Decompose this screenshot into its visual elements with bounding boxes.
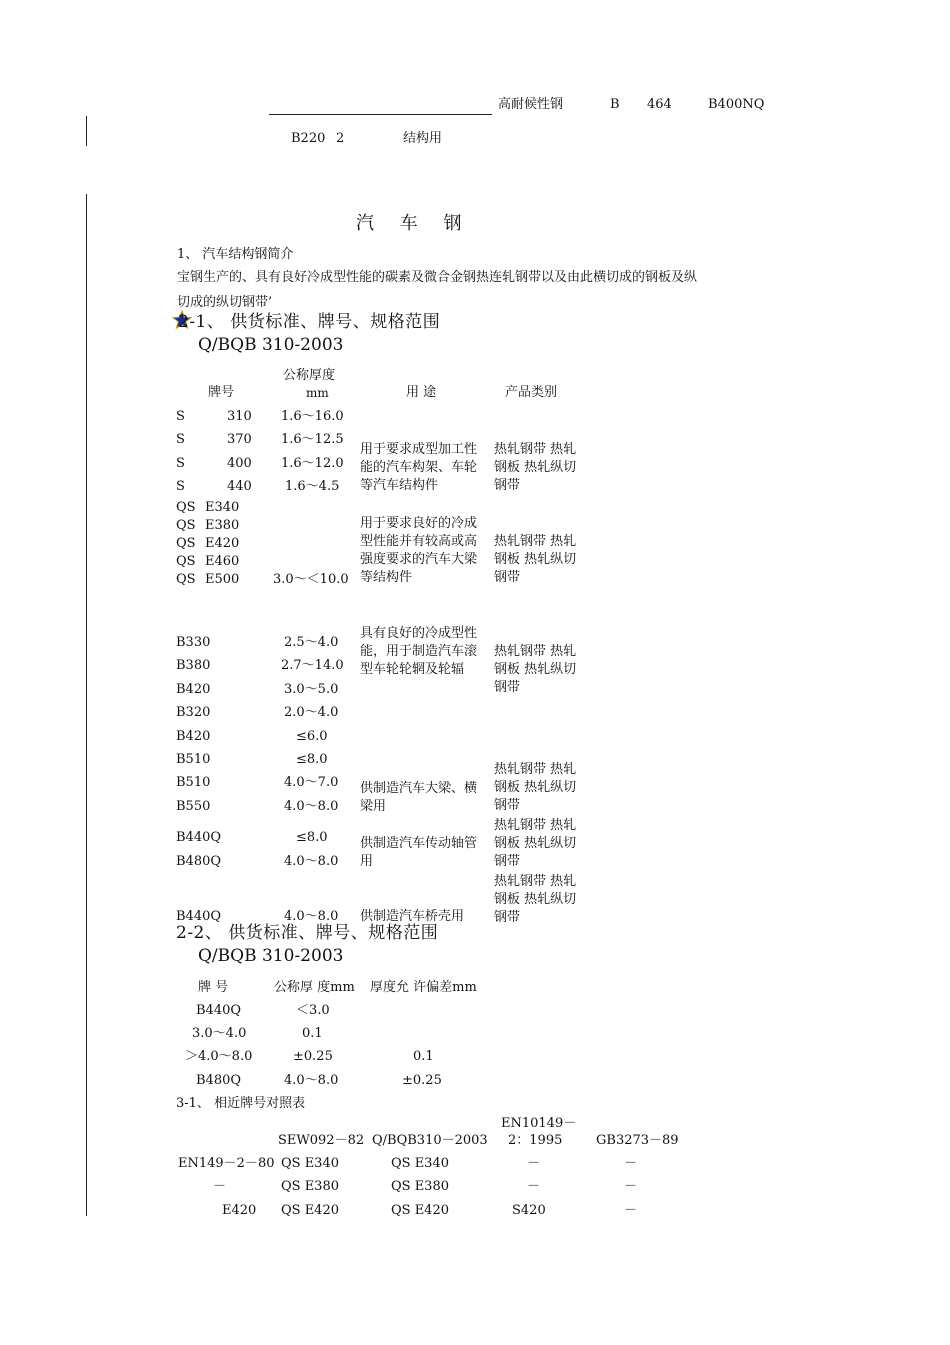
- thickness-range: 1.6～4.5: [285, 479, 340, 494]
- s2-cell: 4.0～8.0: [284, 1073, 339, 1088]
- product-text: 热轧钢带 热轧钢板 热轧纵切钢带: [494, 534, 577, 585]
- grade-number: E460: [205, 554, 240, 569]
- s3-cell: －: [624, 1156, 638, 1171]
- s2-header-grade: 牌 号: [198, 980, 229, 995]
- s2-cell: ±0.25: [293, 1049, 333, 1064]
- header-grade: B400NQ: [708, 97, 765, 112]
- product-text: 热轧钢带 热轧钢板 热轧纵切钢带: [494, 442, 577, 493]
- intro-paragraph-line2: 切成的纵切钢带’: [177, 295, 273, 310]
- thickness-range: 2.5～4.0: [284, 635, 339, 650]
- s2-cell: ＞4.0～8.0: [185, 1049, 253, 1064]
- header-number: 464: [647, 97, 672, 112]
- col-header-product: 产品类别: [505, 385, 558, 400]
- grade-number: E340: [205, 500, 240, 515]
- s2-cell: 0.1: [302, 1026, 323, 1041]
- header-steel-type: 高耐候性钢: [498, 97, 564, 112]
- grade-number: 310: [227, 409, 252, 424]
- s3-cell: QS E340: [391, 1156, 449, 1171]
- s3-cell: －: [527, 1156, 541, 1171]
- product-text: 热轧钢带 热轧钢板 热轧纵切钢带: [494, 762, 577, 813]
- thickness-range: 1.6～12.0: [281, 456, 344, 471]
- grade-prefix: QS: [176, 554, 196, 569]
- grade-number: 440: [227, 479, 252, 494]
- thickness-range: 2.0～4.0: [284, 705, 339, 720]
- use-text: 用于要求成型加工性能的汽车构架、车轮等汽车结构件: [360, 442, 478, 493]
- col-header-thickness: 公称厚度: [283, 368, 336, 383]
- thickness-range: 4.0～8.0: [284, 854, 339, 869]
- s3-cell: QS E420: [391, 1203, 449, 1218]
- s2-cell: 3.0～4.0: [192, 1026, 247, 1041]
- grade-name: B330: [176, 635, 211, 650]
- use-text: 具有良好的冷成型性能，用于制造汽车滚型车轮轮辋及轮辐: [360, 626, 478, 677]
- thickness-range: ≤6.0: [296, 729, 328, 744]
- section1-standard: Q/BQB 310-2003: [198, 335, 344, 355]
- s3-header: EN10149－: [501, 1116, 577, 1131]
- col-header-use: 用 途: [406, 385, 437, 400]
- header2-grade: B220: [291, 131, 326, 146]
- s2-header-thickness: 公称厚 度mm: [274, 980, 355, 995]
- section2-standard: Q/BQB 310-2003: [198, 946, 344, 966]
- s3-cell: －: [624, 1179, 638, 1194]
- grade-name: B550: [176, 799, 211, 814]
- intro-paragraph-line1: 宝钢生产的、具有良好冷成型性能的碳素及微合金钢热连轧钢带以及由此横切成的钢板及纵: [177, 270, 698, 285]
- grade-number: E420: [205, 536, 240, 551]
- thickness-range: 4.0～8.0: [284, 909, 339, 924]
- thickness-range: 1.6～16.0: [281, 409, 344, 424]
- header2-num: 2: [336, 131, 345, 146]
- grade-prefix: QS: [176, 518, 196, 533]
- header-rule: [269, 114, 492, 115]
- use-text: 用于要求良好的冷成型性能并有较高或高强度要求的汽车大梁等结构件: [360, 516, 478, 585]
- page-title: 汽 车 钢: [356, 213, 472, 234]
- grade-number: 400: [227, 456, 252, 471]
- col-header-grade: 牌号: [208, 385, 235, 400]
- grade-name: B320: [176, 705, 211, 720]
- grade-prefix: QS: [176, 536, 196, 551]
- thickness-range: ≤8.0: [296, 830, 328, 845]
- header2-use: 结构用: [403, 131, 443, 146]
- thickness-range: 4.0～8.0: [284, 799, 339, 814]
- col-header-thickness-unit: mm: [306, 386, 329, 400]
- s2-cell: B440Q: [196, 1003, 242, 1018]
- thickness-range: ≤8.0: [296, 752, 328, 767]
- s3-cell: －: [527, 1179, 541, 1194]
- grade-name: B440Q: [176, 830, 222, 845]
- s3-cell: QS E340: [281, 1156, 339, 1171]
- grade-number: E500: [205, 572, 240, 587]
- use-text: 供制造汽车传动轴管用: [360, 836, 478, 869]
- grade-prefix: S: [176, 456, 185, 471]
- product-text: 热轧钢带 热轧钢板 热轧纵切钢带: [494, 644, 577, 695]
- s2-header-tolerance: 厚度允 许偏差mm: [370, 980, 477, 995]
- s3-header: EN149－2－80: [178, 1156, 275, 1171]
- s2-cell: B480Q: [196, 1073, 242, 1088]
- s3-cell: S420: [512, 1203, 546, 1218]
- s2-cell: ＜3.0: [296, 1003, 330, 1018]
- intro-heading: 1、 汽车结构钢简介: [177, 247, 294, 262]
- use-text: 供制造汽车大梁、横梁用: [360, 781, 478, 814]
- grade-name: B380: [176, 658, 211, 673]
- thickness-range: 4.0～7.0: [284, 775, 339, 790]
- s3-cell: QS E420: [281, 1203, 339, 1218]
- section2-heading: 2-2、 供货标准、牌号、规格范围: [176, 923, 439, 943]
- grade-name: B440Q: [176, 909, 222, 924]
- grade-number: 370: [227, 432, 252, 447]
- thickness-range: 3.0～5.0: [284, 682, 339, 697]
- grade-number: E380: [205, 518, 240, 533]
- s3-cell: E420: [222, 1203, 257, 1218]
- product-text: 热轧钢带 热轧钢板 热轧纵切钢带: [494, 818, 577, 869]
- grade-name: B420: [176, 729, 211, 744]
- product-text: 热轧钢带 热轧钢板 热轧纵切钢带: [494, 874, 577, 925]
- s3-header: 2：1995: [508, 1133, 563, 1148]
- use-text: 供制造汽车桥壳用: [360, 909, 465, 924]
- header-code-b: B: [610, 97, 620, 112]
- s3-cell: QS E380: [391, 1179, 449, 1194]
- grade-name: B420: [176, 682, 211, 697]
- s2-cell: ±0.25: [402, 1073, 442, 1088]
- section3-heading: 3-1、 相近牌号对照表: [176, 1096, 306, 1111]
- thickness-range: 2.7～14.0: [281, 658, 344, 673]
- margin-line-top: [86, 116, 87, 146]
- s3-header: Q/BQB310－2003: [372, 1133, 488, 1148]
- s3-header: GB3273－89: [596, 1133, 679, 1148]
- grade-prefix: S: [176, 432, 185, 447]
- s3-cell: －: [213, 1179, 227, 1194]
- margin-line-main: [86, 194, 87, 1216]
- grade-prefix: QS: [176, 572, 196, 587]
- section1-heading: 2-1、 供货标准、牌号、规格范围: [178, 312, 441, 332]
- grade-name: B510: [176, 752, 211, 767]
- grade-prefix: S: [176, 409, 185, 424]
- grade-name: B480Q: [176, 854, 222, 869]
- grade-name: B510: [176, 775, 211, 790]
- s3-header: SEW092－82: [278, 1133, 365, 1148]
- grade-prefix: S: [176, 479, 185, 494]
- thickness-range: 3.0～＜10.0: [273, 572, 349, 587]
- thickness-range: 1.6～12.5: [281, 432, 344, 447]
- s3-cell: －: [624, 1203, 638, 1218]
- s2-cell: 0.1: [413, 1049, 434, 1064]
- grade-prefix: QS: [176, 500, 196, 515]
- s3-cell: QS E380: [281, 1179, 339, 1194]
